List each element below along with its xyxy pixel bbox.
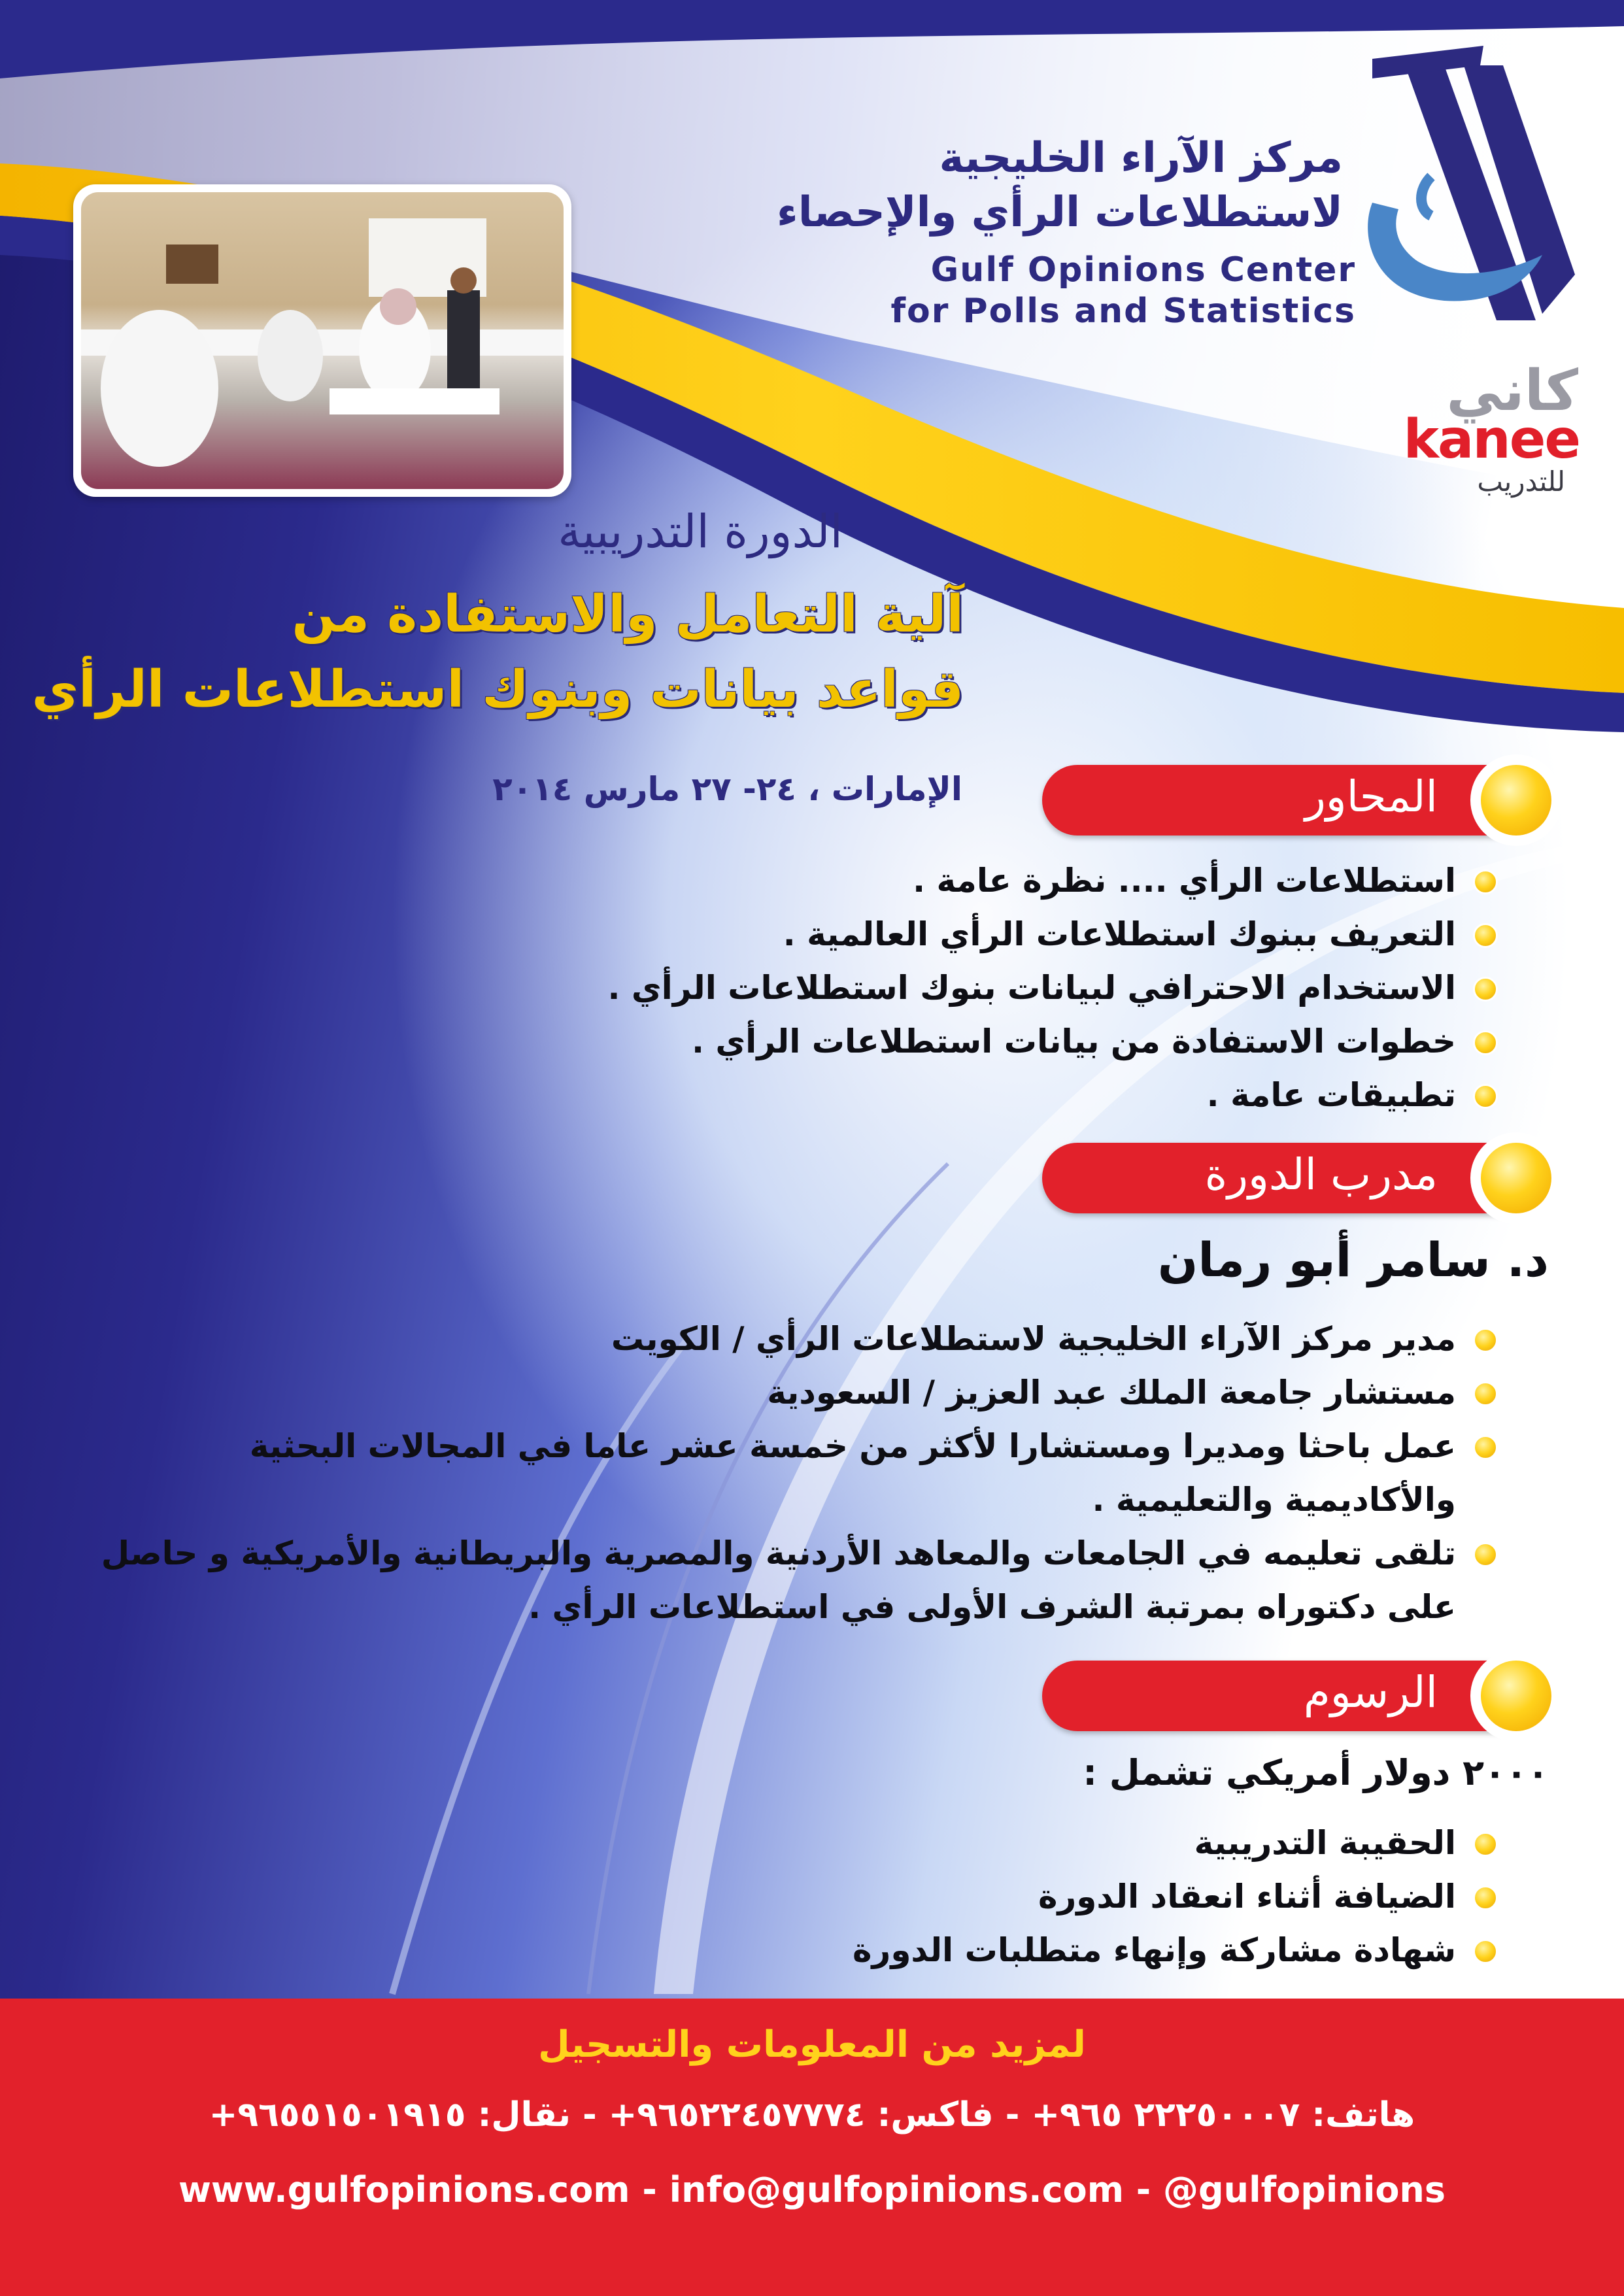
training-session-photo <box>81 192 564 489</box>
bullet-icon <box>1473 1885 1498 1910</box>
bullet-icon <box>1473 1939 1498 1964</box>
list-item: الاستخدام الاحترافي لبيانات بنوك استطلاعات الرأي . <box>607 961 1503 1015</box>
org-name-arabic-line1: مركز الآراء الخليجية <box>939 134 1343 182</box>
bullet-icon <box>1473 1030 1498 1055</box>
fees-heading-pill <box>1042 1661 1549 1731</box>
list-item: عمل باحثا ومديرا ومستشارا لأكثر من خمسة عشر عاما في المجالات البحثية والأكاديمية والتعليمية . <box>91 1419 1503 1527</box>
yellow-ball-icon <box>1470 1132 1562 1224</box>
bullet-icon <box>1473 1084 1498 1109</box>
fees-amount: ٢٠٠٠ دولار أمريكي تشمل : <box>1083 1752 1549 1793</box>
topics-heading: المحاور <box>1304 771 1438 822</box>
footer-cta: لمزيد من المعلومات والتسجيل <box>538 2023 1086 2066</box>
kanee-logo-subtitle: للتدريب <box>1477 465 1565 498</box>
bullet-icon <box>1473 977 1498 1002</box>
list-item: مدير مركز الآراء الخليجية لاستطلاعات الرأي / الكويت <box>91 1312 1503 1366</box>
yellow-ball-icon <box>1470 754 1562 846</box>
trainer-name: د. سامر أبو رمان <box>1157 1232 1549 1287</box>
yellow-ball-icon <box>1470 1650 1562 1742</box>
footer-web-links: www.gulfopinions.com - info@gulfopinions.com - @gulfopinions <box>178 2169 1446 2210</box>
bullet-icon <box>1473 1435 1498 1460</box>
bullet-icon <box>1473 1542 1498 1567</box>
training-photo-frame <box>73 184 571 497</box>
list-item: تلقى تعليمه في الجامعات والمعاهد الأردنية والمصرية والبريطانية والأمريكية و حاصل على دكتوراه بمرتبة الشرف الأولى في استطلاعات الرأي . <box>91 1527 1503 1634</box>
course-title-line1: آلية التعامل والاستفادة من <box>292 585 964 644</box>
trainer-heading: مدرب الدورة <box>1204 1149 1438 1200</box>
org-name-arabic-line2: لاستطلاعات الرأي والإحصاء <box>777 188 1343 237</box>
course-title-line2: قواعد بيانات وبنوك استطلاعات الرأي <box>31 660 964 719</box>
kanee-logo-english: kanee <box>1403 409 1580 471</box>
fees-list <box>853 1816 1503 1977</box>
trainer-list <box>91 1312 1503 1634</box>
course-label: الدورة التدريبية <box>558 505 843 558</box>
fees-heading: الرسوم <box>1303 1667 1438 1717</box>
course-location-date: الإمارات ، ٢٤- ٢٧ مارس ٢٠١٤ <box>492 770 962 808</box>
list-item: شهادة مشاركة وإنهاء متطلبات الدورة <box>853 1923 1503 1977</box>
trainer-heading-pill <box>1042 1143 1549 1213</box>
list-item: الضيافة أثناء انعقاد الدورة <box>853 1870 1503 1923</box>
org-name-english-line1: Gulf Opinions Center <box>930 250 1356 290</box>
footer-contact-numbers: هاتف: ٢٢٢٥٠٠٠٧ ٩٦٥+ - فاكس: ٩٦٥٢٢٤٥٧٧٧٤+ - نقال: ٩٦٥٥١٥٠١٩١٥+ <box>209 2095 1415 2135</box>
bullet-icon <box>1473 923 1498 948</box>
bullet-icon <box>1473 1832 1498 1857</box>
bullet-icon <box>1473 869 1498 894</box>
list-item: الحقيبة التدريبية <box>853 1816 1503 1870</box>
list-item: استطلاعات الرأي .... نظرة عامة . <box>607 854 1503 907</box>
gulf-opinions-logo-icon <box>1346 39 1582 327</box>
kanee-logo-arabic: كاني <box>1446 358 1578 424</box>
list-item: تطبيقات عامة . <box>607 1068 1503 1122</box>
list-item: التعريف ببنوك استطلاعات الرأي العالمية . <box>607 907 1503 961</box>
list-item: خطوات الاستفادة من بيانات استطلاعات الرأي . <box>607 1015 1503 1068</box>
bullet-icon <box>1473 1328 1498 1353</box>
bullet-icon <box>1473 1381 1498 1406</box>
list-item: مستشار جامعة الملك عبد العزيز / السعودية <box>91 1366 1503 1419</box>
topics-heading-pill <box>1042 765 1549 836</box>
topics-list <box>607 854 1503 1122</box>
org-name-english-line2: for Polls and Statistics <box>890 292 1356 331</box>
